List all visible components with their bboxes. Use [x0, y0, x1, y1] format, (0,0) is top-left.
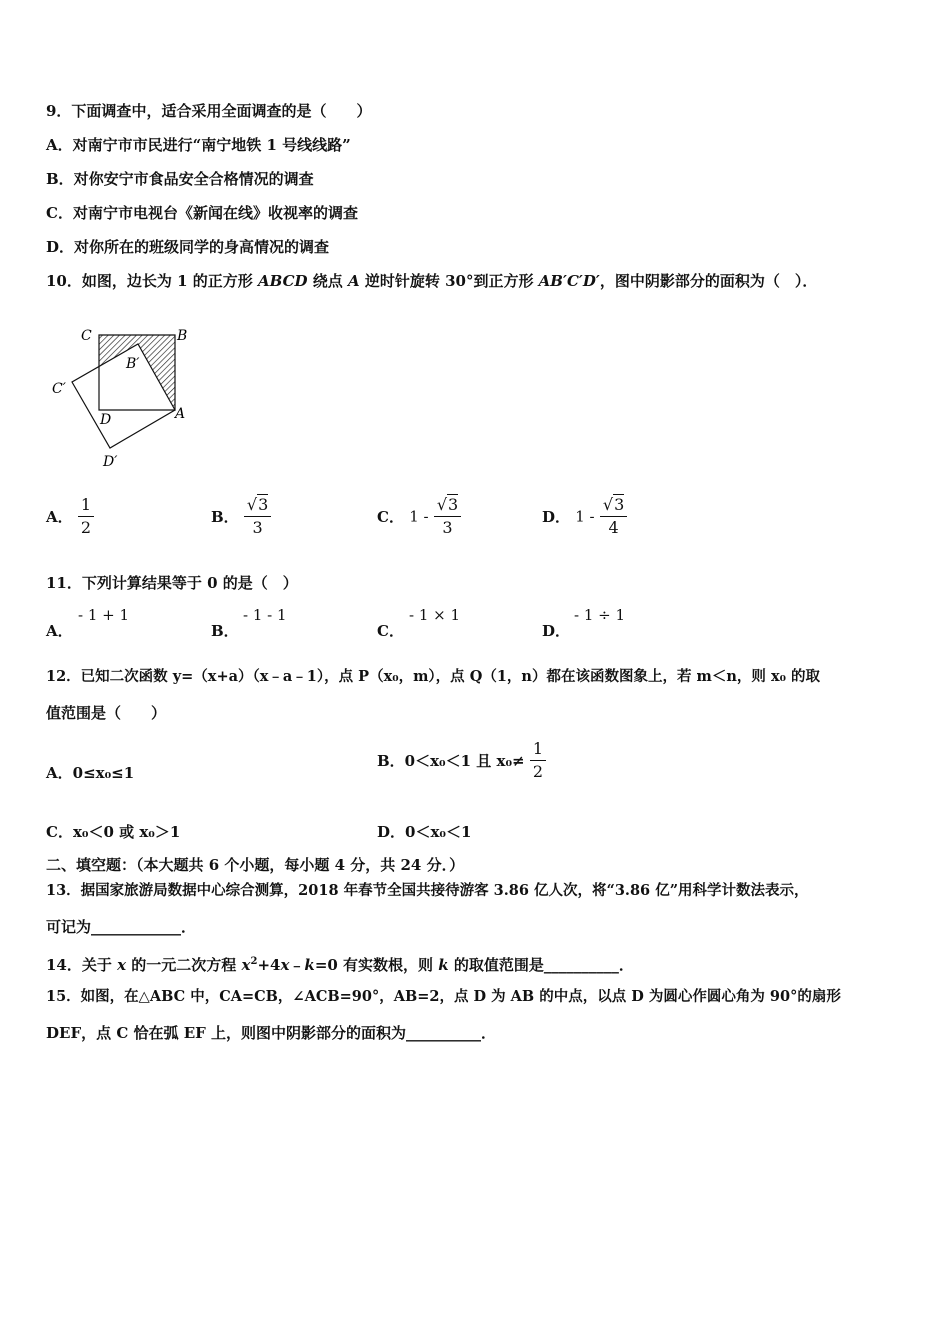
q11-option-a-label: A．	[46, 622, 73, 640]
q12-stem-line1: 12．已知二次函数 y=（x+a）（x﹣a﹣1），点 P（x₀，m），点 Q（1，n）都在该函数图象上，若 m＜n，则 x₀ 的取	[46, 668, 820, 685]
q11-stem: 11．下列计算结果等于 0 的是（ ）	[46, 574, 298, 592]
q11-option-b-expr: - 1 - 1	[243, 606, 287, 624]
label-d1: D′	[103, 454, 118, 470]
q10-option-d: D． 1 - $\frac{√3}{4}$	[542, 494, 627, 539]
q11-option-c-label: C．	[377, 622, 404, 640]
q12-option-c: C．x₀＜0 或 x₀＞1	[46, 823, 181, 841]
q9-option-c: C．对南宁市电视台《新闻在线》收视率的调查	[46, 204, 358, 222]
q11-option-d-label: D．	[542, 622, 571, 640]
label-b1: B′	[126, 356, 140, 372]
q11-option-a-expr: - 1 + 1	[78, 606, 130, 624]
label-a: A	[175, 406, 186, 422]
label-c1: C′	[52, 381, 66, 397]
q10-option-c: C． 1 - $\frac{√3}{3}$	[377, 494, 461, 539]
q12-stem-line2: 值范围是（ ）	[46, 704, 167, 722]
q9-option-b: B．对你安宁市食品安全合格情况的调查	[46, 170, 314, 188]
q10-figure	[40, 318, 210, 478]
q10-option-b: B． $\frac{√3}{3}$	[211, 494, 271, 539]
q11-option-d-expr: - 1 ÷ 1	[574, 606, 626, 624]
q12-option-d: D．0＜x₀＜1	[377, 823, 472, 841]
q15-line2: DEF，点 C 恰在弧 EF 上，则图中阴影部分的面积为__________．	[46, 1024, 497, 1042]
q13-line1: 13．据国家旅游局数据中心综合测算，2018 年春节全国共接待游客 3.86 亿人次，将“3.86 亿”用科学计数法表示，	[46, 882, 809, 899]
q9-option-d: D．对你所在的班级同学的身高情况的调查	[46, 238, 330, 256]
q10-stem: 10．如图，边长为 1 的正方形 ABCD 绕点 A 逆时针旋转 30°到正方形 AB′C′D′，图中阴影部分的面积为（ ）．	[46, 272, 818, 290]
section-2-heading: 二、填空题：（本大题共 6 个小题，每小题 4 分，共 24 分．）	[46, 856, 465, 874]
label-c: C	[81, 328, 92, 344]
q15-line1: 15．如图，在△ABC 中，CA=CB，∠ACB=90°，AB=2，点 D 为 AB 的中点，以点 D 为圆心作圆心角为 90°的扇形	[46, 988, 841, 1005]
q11-option-b-label: B．	[211, 622, 239, 640]
q10-option-a: A． $\frac{1}{2}$	[46, 494, 94, 539]
label-d: D	[100, 412, 112, 428]
q9-option-a: A．对南宁市市民进行“南宁地铁 1 号线线路”	[46, 136, 351, 154]
label-b: B	[177, 328, 188, 344]
q11-option-c-expr: - 1 × 1	[409, 606, 461, 624]
shaded-region	[99, 335, 175, 410]
q12-option-a: A．0≤x₀≤1	[46, 764, 135, 782]
q13-line2: 可记为____________．	[46, 918, 197, 936]
q12-option-b: B．0＜x₀＜1 且 x₀≠ $\frac{1}{2}$	[377, 738, 546, 783]
q14-stem: 14．关于 x 的一元二次方程 $x^2+4x﹣k=0$ 有实数根，则 k 的取值范围是__________．	[46, 956, 634, 974]
q9-stem: 9．下面调查中，适合采用全面调查的是（ ）	[46, 102, 372, 120]
